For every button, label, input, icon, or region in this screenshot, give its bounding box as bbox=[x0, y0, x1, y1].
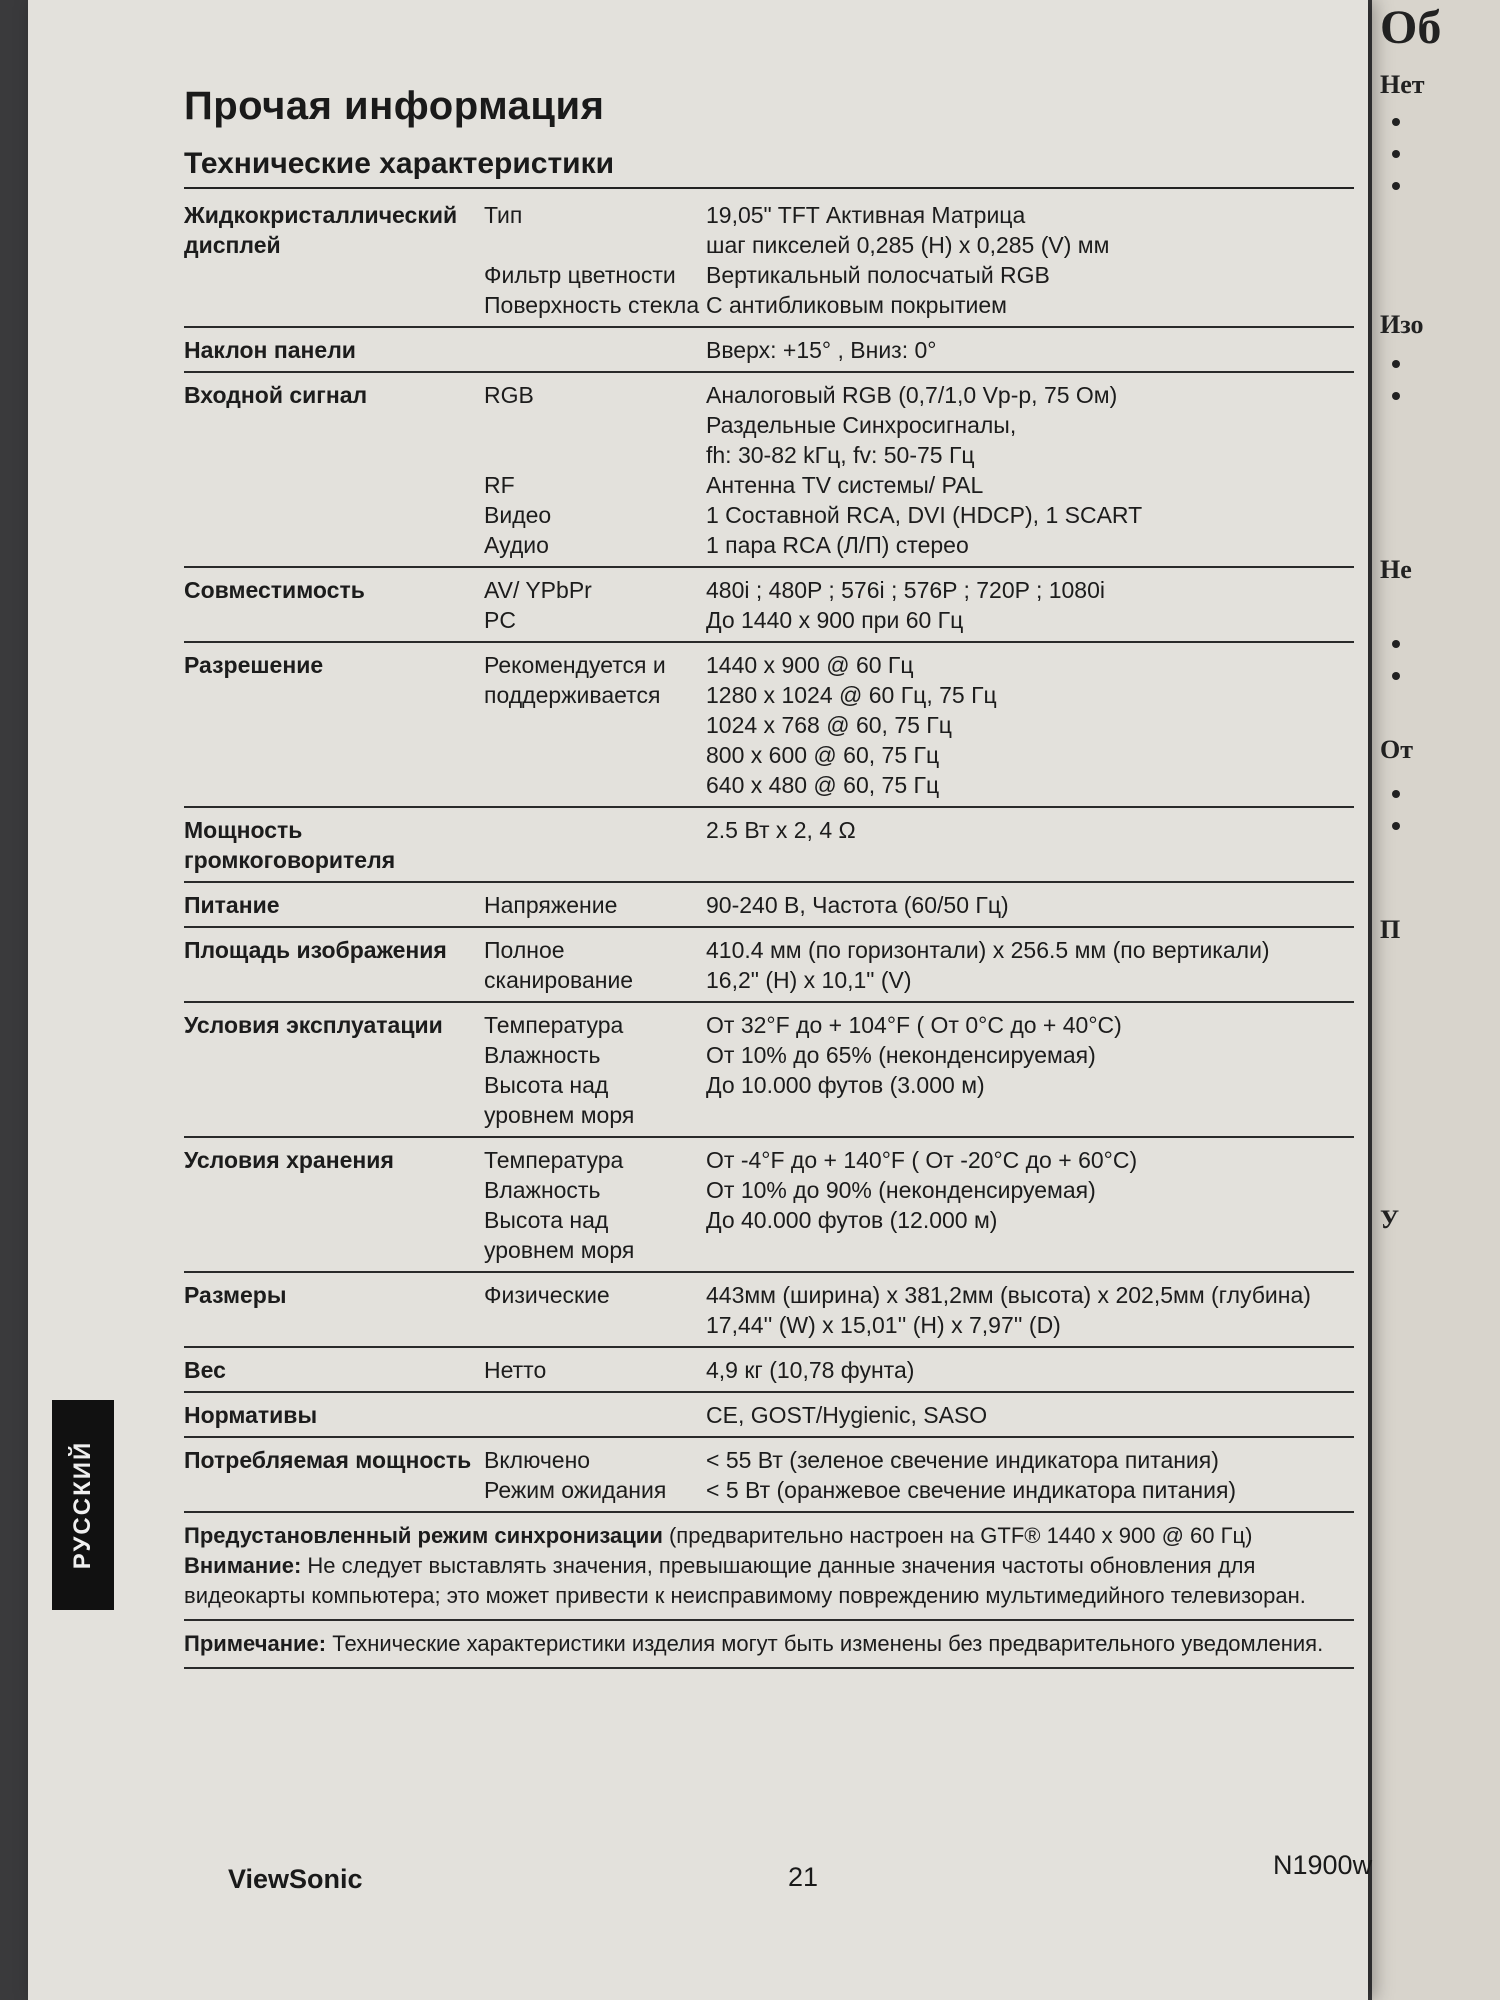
spec-labels bbox=[484, 1392, 706, 1437]
spec-label bbox=[484, 710, 706, 740]
spec-labels bbox=[484, 882, 706, 927]
spec-label: Фильтр цветности bbox=[484, 262, 676, 288]
spec-value: 443мм (ширина) x 381,2мм (высота) x 202,5мм (глубина) bbox=[706, 1282, 1311, 1308]
spec-label: PC bbox=[484, 607, 516, 633]
spec-category: Наклон панели bbox=[184, 337, 356, 363]
spec-label: поддерживается bbox=[484, 682, 661, 708]
spec-labels bbox=[484, 327, 706, 372]
adjacent-page-fragment: Изо bbox=[1380, 310, 1424, 339]
spec-value: шаг пикселей 0,285 (H) x 0,285 (V) мм bbox=[706, 232, 1110, 258]
adjacent-page-fragment: У bbox=[1380, 1205, 1400, 1234]
spec-value: 1024 x 768 @ 60, 75 Гц bbox=[706, 712, 952, 738]
spec-category: Вес bbox=[184, 1357, 226, 1383]
spec-value: 1440 x 900 @ 60 Гц bbox=[706, 652, 914, 678]
spec-label: Тип bbox=[484, 202, 523, 228]
notes-block bbox=[184, 1513, 1354, 1669]
spec-labels bbox=[484, 807, 706, 882]
spec-values bbox=[706, 1002, 1354, 1137]
spec-category: Совместимость bbox=[184, 577, 365, 603]
spec-value bbox=[706, 1100, 1354, 1130]
spec-label: Высота над bbox=[484, 1072, 609, 1098]
spec-label bbox=[484, 770, 706, 800]
adjacent-page-fragment: Об bbox=[1380, 1, 1442, 54]
spec-label: Температура bbox=[484, 1147, 624, 1173]
spec-label: Режим ожидания bbox=[484, 1477, 667, 1503]
spec-label bbox=[484, 410, 706, 440]
spec-label bbox=[484, 230, 706, 260]
language-tab bbox=[52, 1400, 114, 1610]
preset-note-label: Предустановленный режим синхронизации bbox=[184, 1523, 663, 1548]
spec-label: уровнем моря bbox=[484, 1102, 635, 1128]
spec-value: 480i ; 480P ; 576i ; 576P ; 720P ; 1080i bbox=[706, 577, 1105, 603]
adjacent-page-fragment: Нет bbox=[1380, 70, 1425, 99]
spec-label: Полное bbox=[484, 937, 565, 963]
spec-values bbox=[706, 1272, 1354, 1347]
model-name: N1900w bbox=[1273, 1850, 1373, 1880]
spec-category: Потребляемая мощность bbox=[184, 1447, 472, 1473]
spec-row bbox=[184, 1437, 1354, 1512]
disclaimer-label: Примечание: bbox=[184, 1631, 327, 1656]
spec-label bbox=[484, 440, 706, 470]
spec-value: 1 пара RCA (Л/П) стерео bbox=[706, 532, 969, 558]
spec-row bbox=[184, 642, 1354, 807]
spec-labels bbox=[484, 927, 706, 1002]
spec-labels bbox=[484, 193, 706, 327]
spec-value: 2.5 Вт x 2, 4 Ω bbox=[706, 817, 856, 843]
spec-value: От 10% до 90% (неконденсируемая) bbox=[706, 1177, 1096, 1203]
spec-value: 4,9 кг (10,78 фунта) bbox=[706, 1357, 915, 1383]
spec-value: Вверх: +15° , Вниз: 0° bbox=[706, 337, 937, 363]
spec-label: Поверхность стекла bbox=[484, 292, 700, 318]
spec-values bbox=[706, 567, 1354, 642]
spec-value: Аналоговый RGB (0,7/1,0 Vp-p, 75 Ом) bbox=[706, 382, 1118, 408]
spec-value: 800 x 600 @ 60, 75 Гц bbox=[706, 742, 940, 768]
spec-row bbox=[184, 927, 1354, 1002]
spec-category: Мощность громкоговорителя bbox=[184, 817, 396, 873]
spec-category: Размеры bbox=[184, 1282, 287, 1308]
spec-category: Разрешение bbox=[184, 652, 324, 678]
spec-value: До 40.000 футов (12.000 м) bbox=[706, 1207, 998, 1233]
spec-label: Влажность bbox=[484, 1177, 601, 1203]
spec-labels bbox=[484, 1137, 706, 1272]
manual-page bbox=[28, 0, 1373, 2000]
preset-note bbox=[184, 1513, 1354, 1621]
spec-category: Условия хранения bbox=[184, 1147, 394, 1173]
spec-value bbox=[706, 1235, 1354, 1265]
spec-value: 16,2" (H) x 10,1" (V) bbox=[706, 967, 912, 993]
spec-labels bbox=[484, 567, 706, 642]
spec-values bbox=[706, 927, 1354, 1002]
spec-label bbox=[484, 815, 706, 845]
spec-values bbox=[706, 1137, 1354, 1272]
disclaimer-note bbox=[184, 1621, 1354, 1669]
page-footer bbox=[228, 1850, 1378, 1894]
spec-value: CE, GOST/Hygienic, SASO bbox=[706, 1402, 988, 1428]
spec-label bbox=[484, 1310, 706, 1340]
page-number: 21 bbox=[788, 1862, 819, 1892]
spec-value: До 10.000 футов (3.000 м) bbox=[706, 1072, 985, 1098]
spec-label: уровнем моря bbox=[484, 1237, 635, 1263]
spec-category: Нормативы bbox=[184, 1402, 318, 1428]
spec-value: С антибликовым покрытием bbox=[706, 292, 1007, 318]
spec-value: До 1440 x 900 при 60 Гц bbox=[706, 607, 964, 633]
spec-label: Рекомендуется и bbox=[484, 652, 666, 678]
spec-label bbox=[484, 1400, 706, 1430]
spec-value: 410.4 мм (по горизонтали) x 256.5 мм (по вертикали) bbox=[706, 937, 1270, 963]
spec-value: Раздельные Синхросигналы, bbox=[706, 412, 1017, 438]
spec-label: Температура bbox=[484, 1012, 624, 1038]
spec-label: Высота над bbox=[484, 1207, 609, 1233]
spec-labels bbox=[484, 372, 706, 567]
spec-category: Площадь изображения bbox=[184, 937, 447, 963]
spec-category: Питание bbox=[184, 892, 280, 918]
spec-row bbox=[184, 882, 1354, 927]
spec-value: От 10% до 65% (неконденсируемая) bbox=[706, 1042, 1096, 1068]
spec-labels bbox=[484, 1347, 706, 1392]
spec-value: 17,44'' (W) x 15,01'' (H) x 7,97'' (D) bbox=[706, 1312, 1061, 1338]
warning-text: Не следует выставлять значения, превышающие данные значения частоты обновления для видеокарты компьютера; это может привести к неисправимому повреждению мультимедийного телевизоран. bbox=[184, 1553, 1306, 1608]
spec-value: < 55 Вт (зеленое свечение индикатора питания) bbox=[706, 1447, 1219, 1473]
spec-label: RGB bbox=[484, 382, 534, 408]
spec-row bbox=[184, 1347, 1354, 1392]
spec-category: Входной сигнал bbox=[184, 382, 368, 408]
spec-row bbox=[184, 193, 1354, 327]
spec-value: fh: 30-82 kГц, fv: 50-75 Гц bbox=[706, 442, 975, 468]
adjacent-page-fragment: Не bbox=[1380, 555, 1412, 584]
warning-label: Внимание: bbox=[184, 1553, 302, 1578]
spec-value: 19,05" TFT Активная Матрица bbox=[706, 202, 1026, 228]
spec-values bbox=[706, 1347, 1354, 1392]
spec-values bbox=[706, 193, 1354, 327]
section-title: Технические характеристики bbox=[184, 147, 1354, 189]
brand-logo: ViewSonic bbox=[228, 1864, 363, 1894]
spec-values bbox=[706, 642, 1354, 807]
spec-label: Нетто bbox=[484, 1357, 547, 1383]
spec-value: Вертикальный полосчатый RGB bbox=[706, 262, 1050, 288]
spec-values bbox=[706, 1437, 1354, 1512]
spec-row bbox=[184, 327, 1354, 372]
spec-value: Антенна TV системы/ PAL bbox=[706, 472, 984, 498]
spec-label bbox=[484, 335, 706, 365]
spec-value: От 32°F до + 104°F ( От 0°C до + 40°C) bbox=[706, 1012, 1122, 1038]
spec-label: Включено bbox=[484, 1447, 591, 1473]
spec-label: Физические bbox=[484, 1282, 610, 1308]
spec-labels bbox=[484, 1002, 706, 1137]
spec-category: Жидкокристаллический дисплей bbox=[184, 202, 458, 258]
spec-category: Условия эксплуатации bbox=[184, 1012, 443, 1038]
spec-label: Влажность bbox=[484, 1042, 601, 1068]
spec-value: От -4°F до + 140°F ( От -20°C до + 60°C) bbox=[706, 1147, 1138, 1173]
adjacent-page-fragment: П bbox=[1380, 915, 1401, 944]
spec-values bbox=[706, 807, 1354, 882]
spec-row bbox=[184, 1392, 1354, 1437]
spec-row bbox=[184, 807, 1354, 882]
page-content bbox=[184, 84, 1354, 1669]
spec-value: 1 Составной RCA, DVI (HDCP), 1 SCART bbox=[706, 502, 1143, 528]
spec-row bbox=[184, 1002, 1354, 1137]
spec-values bbox=[706, 1392, 1354, 1437]
spec-value: 1280 x 1024 @ 60 Гц, 75 Гц bbox=[706, 682, 997, 708]
spec-labels bbox=[484, 1272, 706, 1347]
spec-labels bbox=[484, 642, 706, 807]
spec-row bbox=[184, 372, 1354, 567]
spec-row bbox=[184, 1272, 1354, 1347]
adjacent-page bbox=[1372, 0, 1500, 2000]
spec-label: RF bbox=[484, 472, 515, 498]
adjacent-page-fragment: От bbox=[1380, 735, 1413, 764]
spec-value: 90-240 В, Частота (60/50 Гц) bbox=[706, 892, 1009, 918]
spec-labels bbox=[484, 1437, 706, 1512]
language-tab-label: РУССКИЙ bbox=[69, 1440, 96, 1570]
spec-table bbox=[184, 193, 1354, 1513]
spec-label: AV/ YPbPr bbox=[484, 577, 592, 603]
spec-label: сканирование bbox=[484, 967, 634, 993]
spec-values bbox=[706, 372, 1354, 567]
spec-row bbox=[184, 567, 1354, 642]
spec-value: < 5 Вт (оранжевое свечение индикатора питания) bbox=[706, 1477, 1237, 1503]
disclaimer-text: Технические характеристики изделия могут быть изменены без предварительного уведомления. bbox=[326, 1631, 1324, 1656]
page-title: Прочая информация bbox=[184, 84, 605, 128]
spec-values bbox=[706, 327, 1354, 372]
spec-value: 640 x 480 @ 60, 75 Гц bbox=[706, 772, 940, 798]
spec-values bbox=[706, 882, 1354, 927]
spec-label bbox=[484, 740, 706, 770]
spec-label: Напряжение bbox=[484, 892, 618, 918]
spec-row bbox=[184, 1137, 1354, 1272]
preset-note-text: (предварительно настроен на GTF® 1440 x 900 @ 60 Гц) bbox=[662, 1523, 1253, 1548]
spec-label: Видео bbox=[484, 502, 552, 528]
spec-label: Аудио bbox=[484, 532, 549, 558]
